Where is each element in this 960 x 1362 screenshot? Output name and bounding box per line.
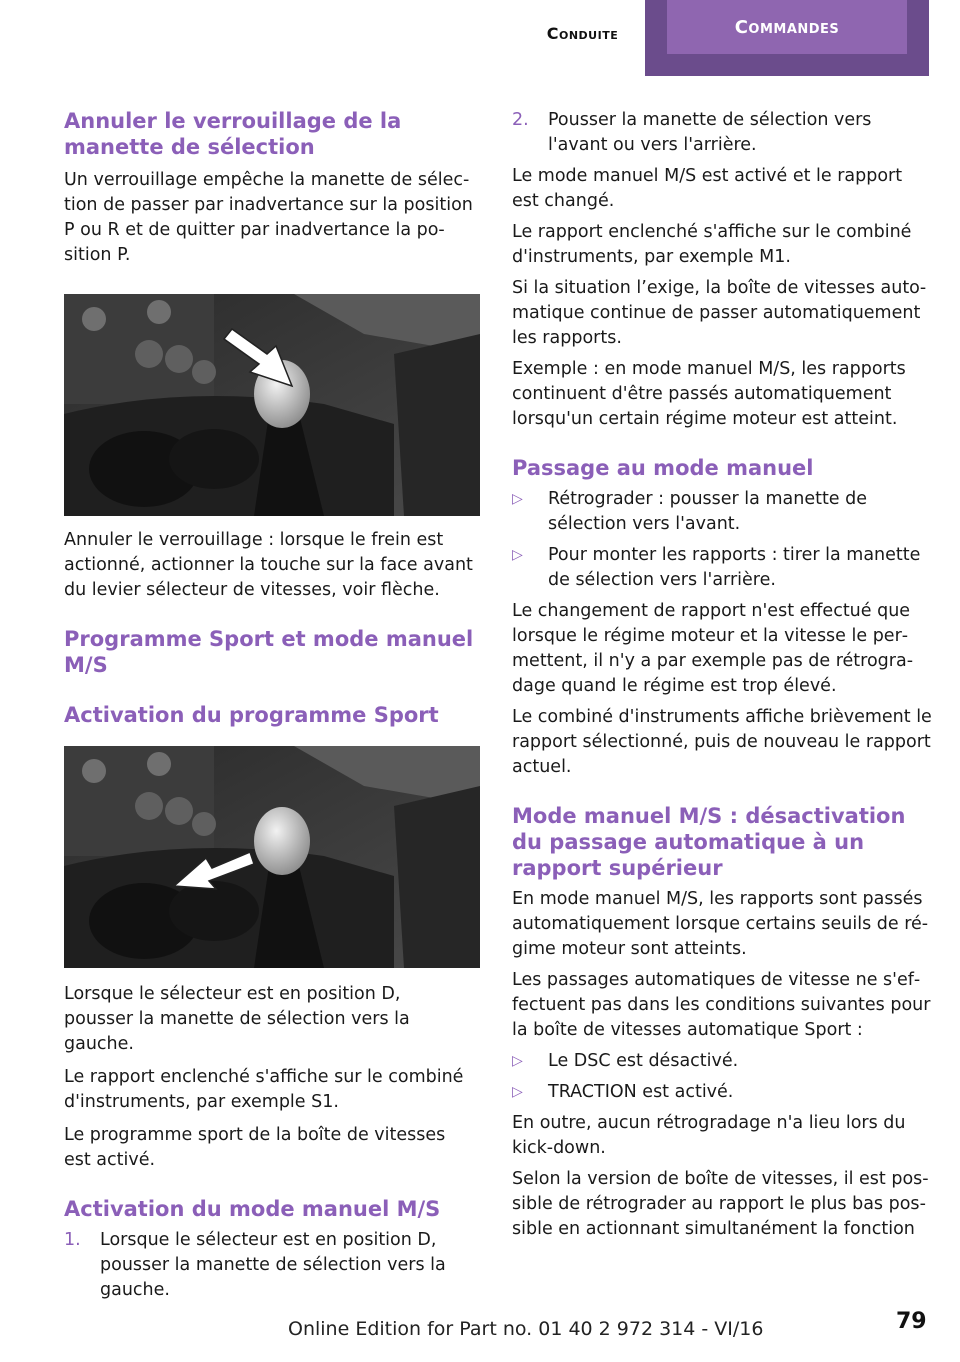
example-text: Exemple : en mode manuel M/S, les rapports continuent d'être passés automatiquement lorsqu'un certain régime moteur est atteint. [512,359,906,429]
sport-activation-text-2: Le rapport enclenché s'affiche sur le combiné d'instruments, par exemple S1. [64,1067,464,1112]
edition-label: Online Edition for Part no. 01 40 2 972 314 - VI/16 [288,1318,764,1340]
manual-mode-bullet-2 [512,543,922,593]
manual-step-1-number: 1. [64,1230,81,1250]
header-tab-commandes-box [667,0,907,54]
shift-condition-text: Le changement de rapport n'est effectué que lorsque le régime moteur et la vitesse le permettent, il n'y a par exemple pas de rétrogradage quand le régime est trop élevé. [512,601,914,696]
bullet-triangle-icon: ▷ [512,547,523,563]
deactivate-upshift-text-2: Les passages automatiques de vitesse ne s'effectuent pas dans les conditions suivantes pour la boîte de vitesses automatique Sport : [512,970,931,1040]
condition-bullet-1-text: Le DSC est désactivé. [548,1051,739,1071]
subsection-title-deactivate-upshift: Mode manuel M/S : désactivation du passage automatique à un rapport supérieur [512,804,906,880]
manual-mode-bullet-1-text: Rétrograder : pousser la manette de sélection vers l'avant. [548,489,868,534]
subsection-title-manual-activation: Activation du mode manuel M/S [64,1197,441,1221]
condition-bullet-2 [512,1080,932,1105]
downshift-text: Selon la version de boîte de vitesses, il est possible de rétrograder au rapport le plus bas possible en actionnant simultanément la fonction [512,1169,929,1239]
unlock-instruction-text: Annuler le verrouillage : lorsque le frein est actionné, actionner la touche sur la face avant du levier sélecteur de vitesses, voir flèche. [64,530,473,600]
gear-selector-unlock-illustration [64,294,480,516]
header-tab-conduite[interactable] [520,0,645,70]
auto-shift-text: Si la situation l’exige, la boîte de vitesses automatique continue de passer automatiquement les rapports. [512,278,927,348]
header-tab-commandes[interactable] [645,0,929,76]
kickdown-text: En outre, aucun rétrogradage n'a lieu lors du kick-down. [512,1113,906,1158]
page-number: 79 [896,1309,927,1334]
gear-selector-unlock-photo [64,294,480,516]
instrument-display-text: Le combiné d'instruments affiche brièvement le rapport sélectionné, puis de nouveau le rapport actuel. [512,707,932,777]
subsection-title-manual-mode: Passage au mode manuel [512,456,814,480]
header-tab-conduite-label: Conduite [546,24,619,43]
bullet-triangle-icon: ▷ [512,1084,523,1100]
condition-bullet-1 [512,1049,932,1074]
header-tab-commandes-label: Commandes [734,16,840,38]
manual-step-2-number: 2. [512,110,529,130]
section-title-unlock: Annuler le verrouillage de la manette de sélection [64,109,402,159]
condition-bullet-2-text: TRACTION est activé. [548,1082,734,1102]
manual-mode-bullet-2-text: Pour monter les rapports : tirer la manette de sélection vers l'arrière. [548,545,921,590]
deactivate-upshift-text-1: En mode manuel M/S, les rapports sont passés automatiquement lorsque certains seuils de régime moteur sont atteints. [512,889,929,959]
manual-step-1 [64,1228,474,1303]
section-title-sport-manual: Programme Sport et mode manuel M/S [64,627,474,677]
sport-activation-text-3: Le programme sport de la boîte de vitesses est activé. [64,1125,446,1170]
manual-activated-text: Le mode manuel M/S est activé et le rapport est changé. [512,166,903,211]
manual-step-1-text: Lorsque le sélecteur est en position D, pousser la manette de sélection vers la gauche. [100,1230,446,1300]
left-column [64,108,484,1303]
right-column [512,108,932,1242]
bullet-triangle-icon: ▷ [512,491,523,507]
gear-selector-sport-illustration [64,746,480,968]
manual-mode-bullet-1 [512,487,922,537]
sport-activation-text-1: Lorsque le sélecteur est en position D, pousser la manette de sélection vers la gauche. [64,984,410,1054]
manual-step-2 [512,108,932,158]
bullet-triangle-icon: ▷ [512,1053,523,1069]
unlock-intro-text: Un verrouillage empêche la manette de sélection de passer par inadvertance sur la position P ou R et de quitter par inadvertance la position P. [64,170,473,265]
gear-selector-sport-photo [64,746,480,968]
gear-display-text: Le rapport enclenché s'affiche sur le combiné d'instruments, par exemple M1. [512,222,912,267]
manual-step-2-text: Pousser la manette de sélection vers l'avant ou vers l'arrière. [548,110,872,155]
subsection-title-sport-activation: Activation du programme Sport [64,703,439,727]
